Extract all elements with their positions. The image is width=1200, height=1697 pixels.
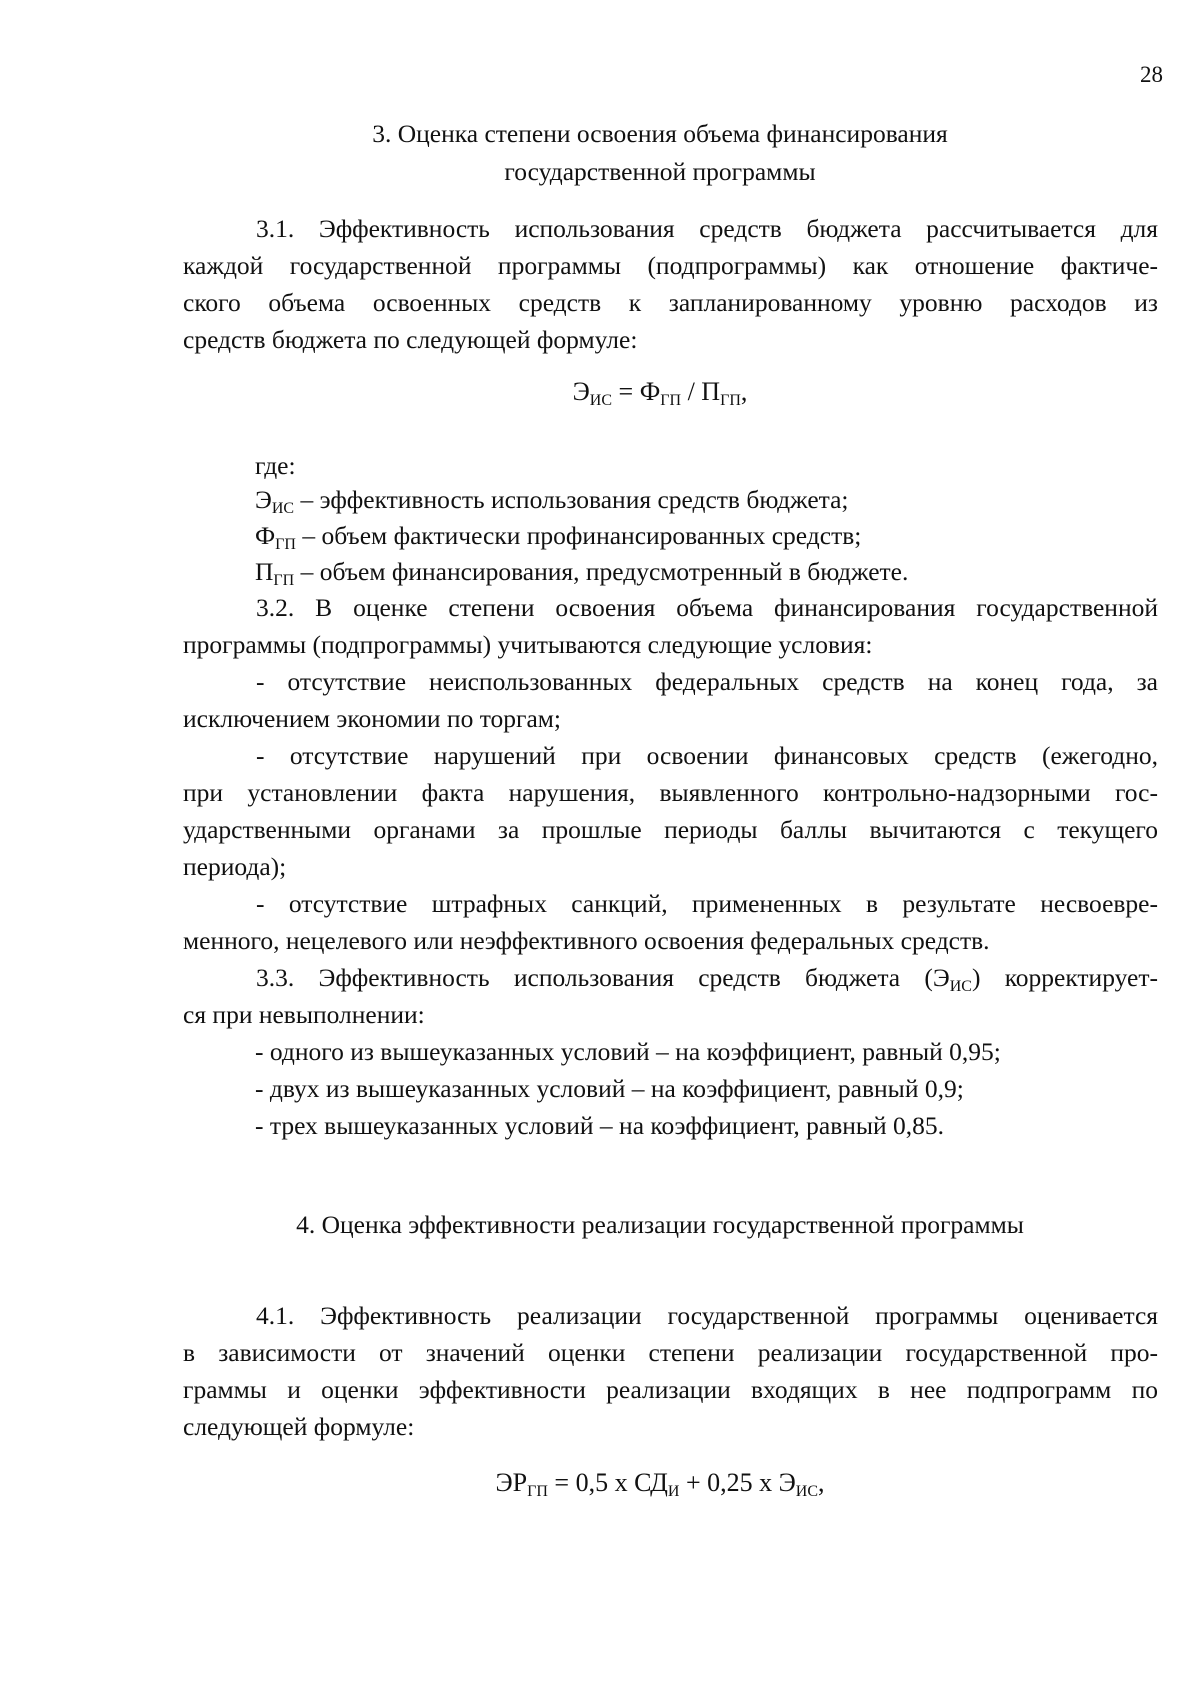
formula-subscript: ИС [589,392,613,409]
formula-subscript: ГП [660,392,682,409]
formula-subscript: И [667,1483,680,1500]
definition-item [255,553,908,590]
formula-symbol: , [818,1468,825,1497]
condition-item: - двух из вышеуказанных условий – на коэффициент, равный 0,9; [255,1074,964,1103]
formula-symbol: + 0,25 x Э [679,1468,796,1497]
definition-symbol: Ф [255,521,276,550]
paragraph-line: граммы и оценки эффективности реализации входящих в нее подпрограмм по [183,1375,1158,1404]
definition-subscript: ГП [275,536,296,553]
formula-symbol: = Ф [612,377,661,406]
formula-symbol: ЭР [495,1468,528,1497]
section-4-heading: 4. Оценка эффективности реализации государственной программы [296,1210,1024,1239]
section-3-title-line-1: 3. Оценка степени освоения объема финансирования [372,119,948,148]
paragraph-line [183,959,1158,996]
paragraph-line: 4.1. Эффективность реализации государственной программы оценивается [256,1301,1158,1330]
definition-text: – объем финансирования, предусмотренный в бюджете. [294,557,909,586]
paragraph-4-1 [183,1297,1158,1445]
paragraph-line: периода); [183,852,287,881]
paragraph-subscript: ИС [949,978,972,995]
definition-symbol: П [255,557,274,586]
formula-subscript: ГП [527,1483,548,1500]
section-3-title-line-2: государственной программы [504,157,816,186]
paragraph-line: - отсутствие штрафных санкций, примененных в результате несвоевре- [256,889,1158,918]
paragraph-line: 3.2. В оценке степени освоения объема финансирования государственной [256,593,1158,622]
formula-symbol: , [740,377,748,406]
formula-subscript: ИС [795,1483,818,1500]
paragraph-line: ударственными органами за прошлые периоды баллы вычитаются с текущего [183,815,1158,844]
paragraph-line: при установлении факта нарушения, выявленного контрольно-надзорными гос- [183,778,1158,807]
formula-symbol: Э [572,377,590,406]
formula-efficiency [0,377,1200,407]
paragraph-line: ся при невыполнении: [183,1000,425,1029]
formula-symbol: = 0,5 x СД [547,1468,668,1497]
paragraph-3-3 [183,959,1158,1033]
definition-text: – эффективность использования средств бюджета; [294,485,849,514]
where-label: где: [255,451,296,480]
paragraph-line: - отсутствие неиспользованных федеральных средств на конец года, за [256,667,1158,696]
paragraph-line: каждой государственной программы (подпрограммы) как отношение фактиче- [183,251,1158,280]
paragraph-line: в зависимости от значений оценки степени реализации государственной про- [183,1338,1158,1367]
paragraph-3-2 [183,589,1158,959]
formula-subscript: ГП [720,392,741,409]
definition-subscript: ГП [273,572,295,589]
paragraph-line: исключением экономии по торгам; [183,704,562,733]
formula-symbol: / П [681,377,721,406]
formula-program-efficiency [0,1468,1200,1498]
definition-item [255,481,849,518]
paragraph-line: 3.1. Эффективность использования средств бюджета рассчитывается для [256,214,1158,243]
paragraph-text: ) корректирует- [971,963,1158,992]
paragraph-line: средств бюджета по следующей формуле: [183,325,638,354]
paragraph-line: программы (подпрограммы) учитываются следующие условия: [183,630,873,659]
paragraph-text: 3.3. Эффективность использования средств бюджета (Э [256,963,950,992]
paragraph-3-1 [183,210,1158,358]
paragraph-line: следующей формуле: [183,1412,415,1441]
definition-subscript: ИС [271,500,295,517]
condition-item: - трех вышеуказанных условий – на коэффициент, равный 0,85. [255,1111,945,1140]
paragraph-line: менного, нецелевого или неэффективного освоения федеральных средств. [183,926,990,955]
section-3-heading [0,115,1200,191]
definition-item [255,517,861,554]
condition-item: - одного из вышеуказанных условий – на коэффициент, равный 0,95; [255,1037,1001,1066]
definition-symbol: Э [255,485,272,514]
paragraph-line: ского объема освоенных средств к запланированному уровню расходов из [183,288,1158,317]
page-number: 28 [1140,62,1163,87]
paragraph-line: - отсутствие нарушений при освоении финансовых средств (ежегодно, [256,741,1158,770]
definition-text: – объем фактически профинансированных средств; [295,521,862,550]
